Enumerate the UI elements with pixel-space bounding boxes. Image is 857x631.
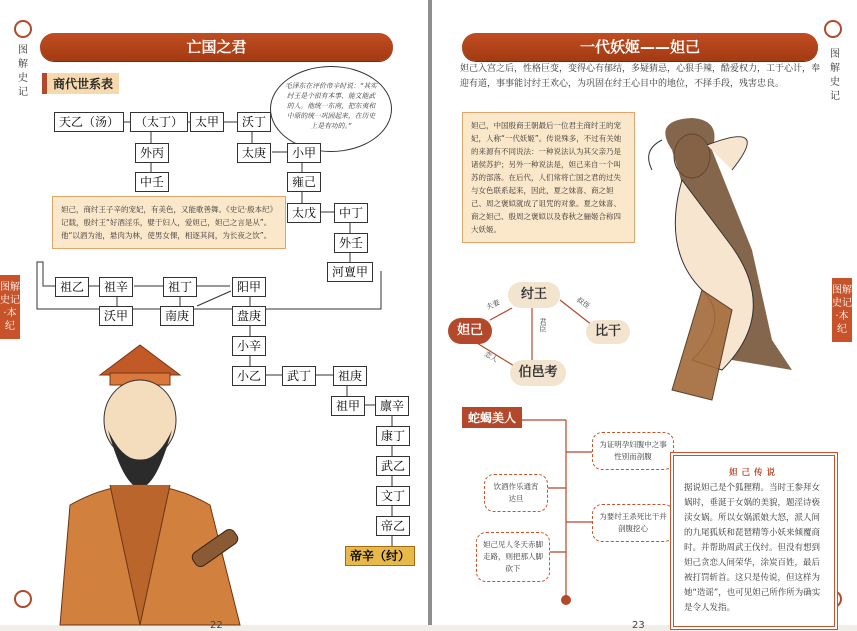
page-number: 23: [632, 620, 645, 631]
edge-label: 君臣: [539, 318, 547, 332]
genealogy-node: 康丁: [376, 426, 410, 446]
genealogy-node: 沃甲: [99, 306, 133, 326]
side-tab: 图解史记·本纪: [832, 278, 852, 342]
legend-title: 妲己传说: [728, 468, 779, 478]
graph-node-zhouwang: 纣王: [508, 282, 560, 308]
genealogy-node: 祖乙: [55, 277, 89, 297]
genealogy-node: 廪辛: [375, 396, 409, 416]
legend-text: 据说妲己是个狐狸精。当时王参拜女娲时，垂涎于女娲的美貌，题淫诗亵渎女娲。所以女娲派娘大怒，派人间的九尾狐妖和琵琶精等小妖来倾覆商时。并帮助周武王伐纣。但没有想到妲己贪恋人间荣华，涂炭百姓，最后被打罚斩首。这只是传说，但这样为她“造谣”，也可见妲己所作所为确实是令人发指。: [684, 483, 821, 613]
genealogy-node: 祖丁: [163, 277, 197, 297]
genealogy-node: 祖甲: [331, 396, 365, 416]
genealogy-node: 帝乙: [376, 516, 410, 536]
dancer-illustration: [632, 110, 832, 410]
right-page: [432, 0, 857, 631]
genealogy-node: 武丁: [282, 366, 316, 386]
edge-label: 叔侄: [574, 295, 592, 311]
legend-cloud: 为要纣王杀死比干并剖腹挖心: [592, 504, 674, 542]
genealogy-node: 武乙: [376, 456, 410, 476]
graph-node-boyikao: 伯邑考: [510, 360, 566, 386]
legend-box: [670, 452, 838, 630]
side-tab: 图解史记·本纪: [0, 275, 20, 339]
left-page: [0, 0, 428, 631]
page-title: 一代妖姬——妲己: [462, 33, 818, 61]
edge-label: 夫妻: [484, 298, 502, 312]
legend-cloud: 为证明孕妇腹中之事性别而剖腹: [592, 432, 674, 470]
genealogy-node: 文丁: [376, 486, 410, 506]
genealogy-node: 太甲: [190, 112, 224, 132]
graph-node-bigan: 比干: [586, 320, 630, 344]
intro-text: 妲己入宫之后，性格巨变，变得心有郁结，多疑猜忌，心狠手辣，酷爱权力，工于心计，奉迎有道，事事能讨纣王欢心，为巩固在纣王心目中的地位，不择手段，残害忠良。: [460, 64, 821, 89]
graph-node-daji: 妲己: [448, 318, 492, 344]
genealogy-node: 阳甲: [232, 277, 266, 297]
genealogy-node: 外丙: [135, 143, 169, 163]
genealogy-node: 外壬: [334, 233, 368, 253]
daji-note: 妲己，中国殷商王朝最后一位君主商纣王的宠妃，人称“一代妖姬”。传说殊多，不过有关她的来源有不同说法：一种说法认为其父亲乃是诸侯苏护；另外一种说法是，妲己来自一个叫苏的部落。在后代，人们常将亡国之君的过失与女色联系起来，因此，夏之妹喜、商之妲己、周之褒姒就成了诅咒的对象。夏之妹喜、商之妲己、殷周之褒姒以及春秋之骊姬合称四大妖姬。: [462, 112, 635, 243]
legend-cloud: 饮酒作乐通宵达旦: [484, 474, 548, 512]
genealogy-node: 祖庚: [333, 366, 367, 386]
genealogy-node: 小辛: [232, 336, 266, 356]
side-label: 图解史记: [830, 49, 840, 102]
genealogy-node: 太戊: [287, 203, 321, 223]
side-label: 图解史记: [18, 45, 28, 98]
genealogy-node: 天乙（汤）: [54, 112, 124, 132]
genealogy-node-last: 帝辛（纣）: [345, 546, 415, 566]
section-tag: 蛇蝎美人: [462, 407, 522, 428]
section-tag: 商代世系表: [42, 73, 119, 94]
genealogy-node: 南庚: [160, 306, 194, 326]
genealogy-node: 中壬: [135, 172, 169, 192]
legend-cloud: 妲己见人冬天赤脚走路，则把那人脚砍下: [476, 532, 550, 582]
genealogy-node: 沃丁: [237, 112, 271, 132]
genealogy-node: 祖辛: [99, 277, 133, 297]
genealogy-node: 太庚: [237, 143, 271, 163]
genealogy-node: 小乙: [232, 366, 266, 386]
genealogy-node: 河亶甲: [327, 262, 373, 282]
page-number: 22: [210, 620, 223, 631]
genealogy-node: 小甲: [287, 143, 321, 163]
concubine-note: 妲己，商纣王子辛的宠妃，有美色，又能歌善舞。《史记·殷本纪》记载，殷纣王“好酒淫乐，嬖于妇人，爱妲己，妲己之言是从”。他“以酒为池，悬肉为林，使男女倮，相逐其间，为长夜之饮”。: [52, 196, 286, 249]
edge-label: 恋人: [482, 350, 500, 364]
genealogy-node: （太丁）: [130, 112, 188, 132]
genealogy-node: 雍己: [287, 172, 321, 192]
genealogy-node: 中丁: [334, 203, 368, 223]
quote-bubble: 毛泽东在评价帝辛时说：“其实纣王是个很有本事、能文能武的人。他统一东南，把东夷和中原的统一巩固起来，在历史上是有功的。”: [270, 66, 392, 152]
page-title: 亡国之君: [40, 33, 393, 61]
king-portrait-illustration: [40, 335, 260, 625]
genealogy-node: 盘庚: [232, 306, 266, 326]
